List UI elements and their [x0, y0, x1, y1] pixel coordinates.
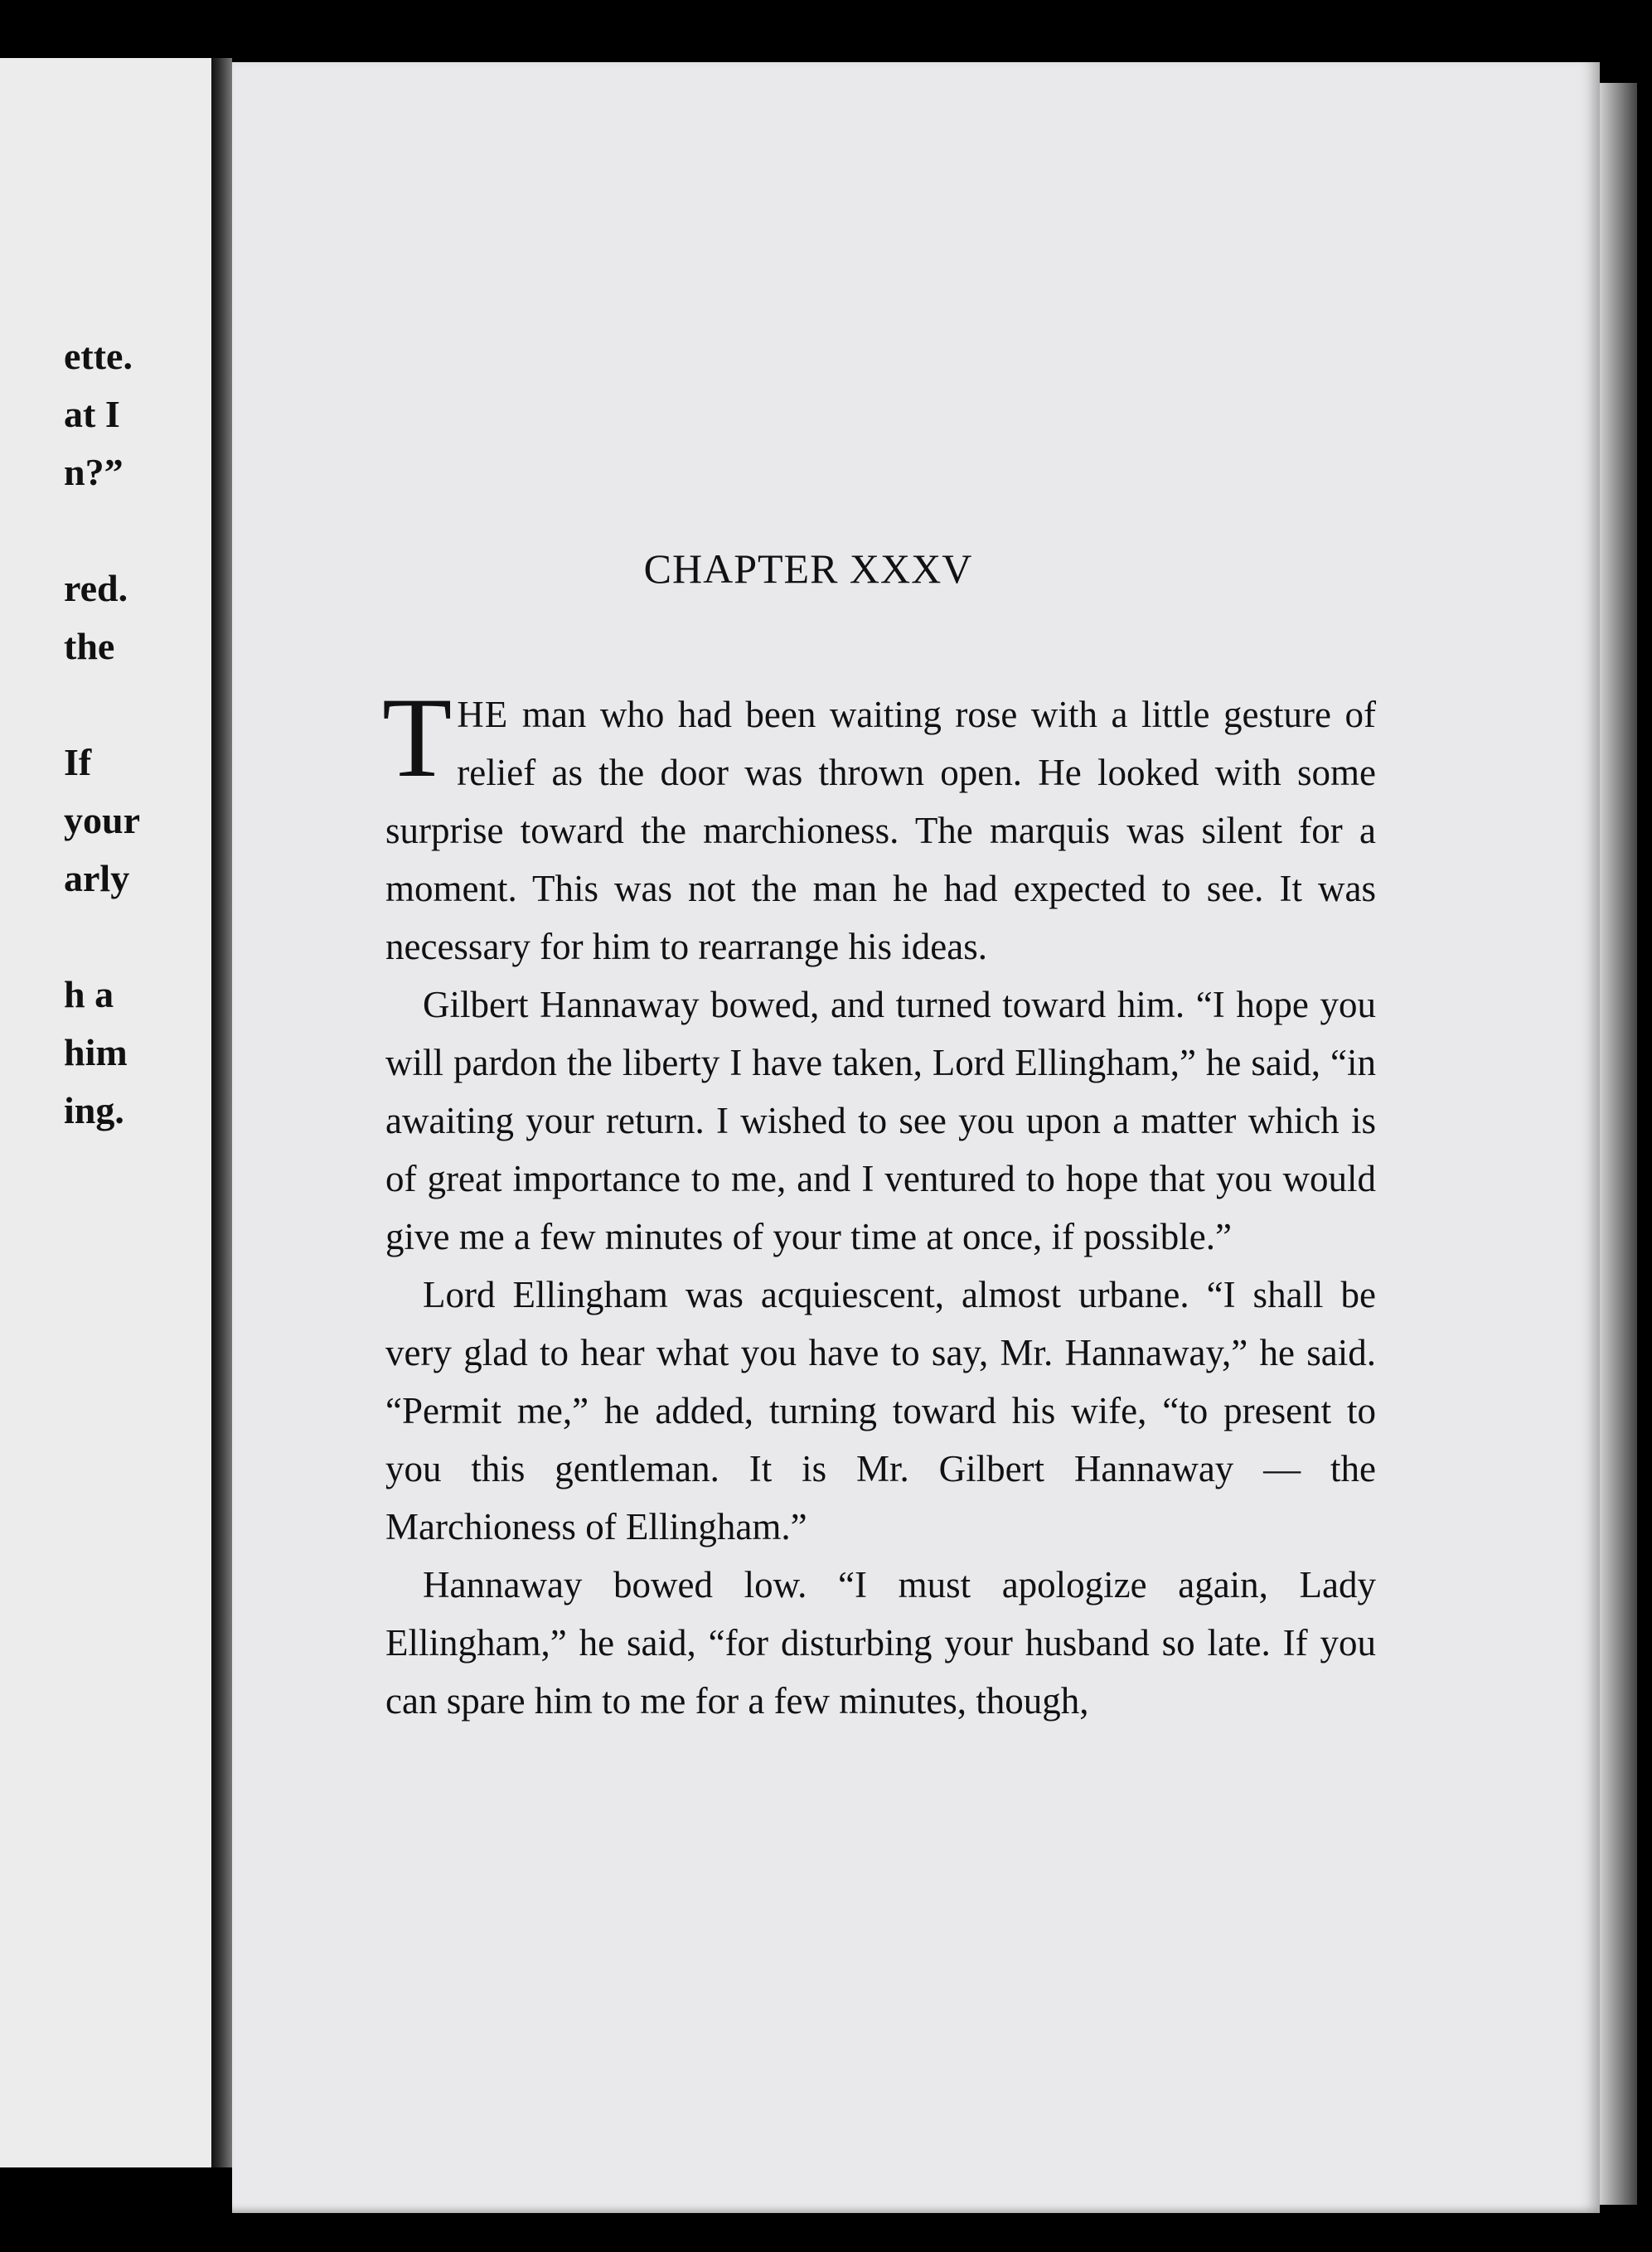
- paragraph: Gilbert Hannaway bowed, and turned toward him. “I hope you will pardon the liberty I have taken, Lord Ellingham,” he said, “in awaiting your return. I wished to see you upon a matter which is of great importance to me, and I ventured to hope that you would give me a few minutes of your time at once, if possible.”: [385, 984, 1376, 1257]
- facing-page-line: the: [64, 625, 115, 667]
- drop-cap: T: [382, 674, 453, 801]
- facing-page-line: red.: [64, 567, 128, 609]
- facing-page: [0, 58, 216, 2167]
- facing-page-line: your: [64, 799, 140, 841]
- facing-page-line: him: [64, 1031, 128, 1073]
- paragraph: Hannaway bowed low. “I must apologize again, Lady Ellingham,” he said, “for disturbing your husband so late. If you can spare him to me for a few minutes, though,: [385, 1564, 1376, 1722]
- facing-page-line: ing.: [64, 1089, 124, 1131]
- paragraph: Lord Ellingham was acquiescent, almost urbane. “I shall be very glad to hear what you have to say, Mr. Hannaway,” he said. “Permit me,” he added, turning toward his wife, “to present to you this gentleman. It is Mr. Gilbert Hannaway — the Marchioness of Ellingham.”: [385, 1274, 1376, 1547]
- first-paragraph-text: man who had been waiting rose with a little gesture of relief as the door was thrown open. He looked with some surprise toward the marchioness. The marquis was silent for a moment. This was not the man he had expected to see. It was necessary for him to rearrange his ideas.: [385, 694, 1376, 967]
- main-page: [232, 62, 1600, 2213]
- facing-page-line: If: [64, 741, 92, 783]
- chapter-body: [382, 674, 1376, 1730]
- facing-page-line: arly: [64, 857, 130, 899]
- facing-page-line: ette.: [64, 335, 133, 377]
- book-gutter: [211, 58, 232, 2167]
- first-paragraph: [382, 674, 1376, 976]
- chapter-title: CHAPTER XXXV: [643, 545, 973, 592]
- page-edge: [1600, 83, 1637, 2205]
- facing-page-line: at I: [64, 393, 120, 435]
- facing-page-line: h a: [64, 973, 114, 1015]
- first-word-lead: HE: [457, 694, 509, 735]
- facing-page-line: n?”: [64, 451, 124, 493]
